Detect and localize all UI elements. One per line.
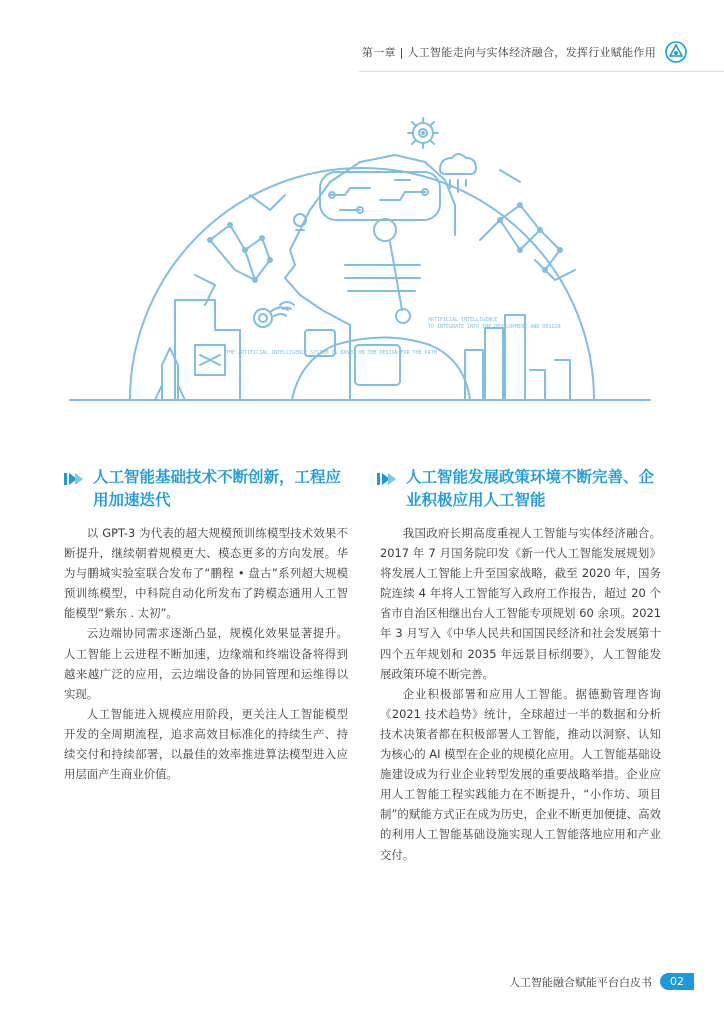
paragraph: 企业积极部署和应用人工智能。据德勤管理咨询《2021 技术趋势》统计，全球超过一半的数据和分析技术决策者都在积极部署人工智能，推动以洞察、认知为核心的 AI 模型在企业的规模化应用。人工智能基础设施建设成为行业企业转型发展的重要战略举措。企业应用人工智能工程实践能力在不断提升，“小作坊、项目制”的赋能方式正在成为历史，企业不断更加便捷、高效的利用人工智能基础设施实现人工智能落地应用和产业交付。: [380, 686, 661, 862]
ai-brain-illustration: [0, 100, 724, 420]
illustration-caption-left: THE ARTIFICIAL INTELLIGENCE SYSTEM IS BASED ON THE DESIGN FOR THE PATH: [226, 350, 437, 356]
chapter-title: 第一章 | 人工智能走向与实体经济融合，发挥行业赋能作用: [361, 46, 656, 59]
double-arrow-icon: [377, 471, 397, 487]
section-1-body: [64, 523, 348, 784]
section-2-title: 人工智能发展政策环境不断完善、企业积极应用人工智能: [406, 468, 655, 509]
page-header: [362, 38, 688, 66]
section-1-title: 人工智能基础技术不断创新，工程应用加速迭代: [93, 468, 342, 509]
illustration-caption-right: TO INTEGRATE INTO THE DEVELOPMENT AND DESIGN: [428, 324, 561, 330]
double-arrow-icon: [64, 471, 84, 487]
paragraph: 人工智能进入规模应用阶段，更关注人工智能模型开发的全周期流程，追求高效目标准化的持续生产、持续交付和持续部署，以最佳的效率推进算法模型进入应用层面产生商业价值。: [64, 706, 348, 782]
paragraph: 以 GPT-3 为代表的超大规模预训练模型技术效果不断提升，继续朝着规模更大、模态更多的方向发展。华为与鹏城实验室联合发布了“鹏程 • 盘古”系列超大规模预训练模型，中科院自动化所发布了跨模态通用人工智能模型“紫东 . 太初”。: [64, 526, 348, 621]
section-1-heading: [64, 466, 356, 512]
header-divider: [359, 71, 724, 72]
page-footer: [509, 973, 694, 990]
section-2-heading: [377, 466, 667, 512]
illustration-caption-top: ARTIFICIAL INTELLIGENCE: [428, 317, 498, 323]
book-title: 人工智能融合赋能平台白皮书: [509, 975, 652, 989]
page-number: 02: [660, 973, 694, 990]
section-2-body: [380, 523, 661, 865]
ai-logo-icon: [664, 40, 688, 64]
paragraph: 云边端协同需求逐渐凸显，规模化效果显著提升。人工智能上云进程不断加速，边缘端和终端设备将得到越来越广泛的应用，云边端设备的协同管理和运维得以实现。: [64, 626, 348, 701]
paragraph: 我国政府长期高度重视人工智能与实体经济融合。2017 年 7 月国务院印发《新一代人工智能发展规划》将发展人工智能上升至国家战略，截至 2020 年，国务院连续 4 年将人工智能写入政府工作报告，超过 20 个省市自治区相继出台人工智能专项规划 60 余项。2021 年 3 月写入《中华人民共和国国民经济和社会发展第十四个五年规划和 2035 年远景目标纲要》，人工智能发展政策环境不断完善。: [380, 526, 661, 681]
